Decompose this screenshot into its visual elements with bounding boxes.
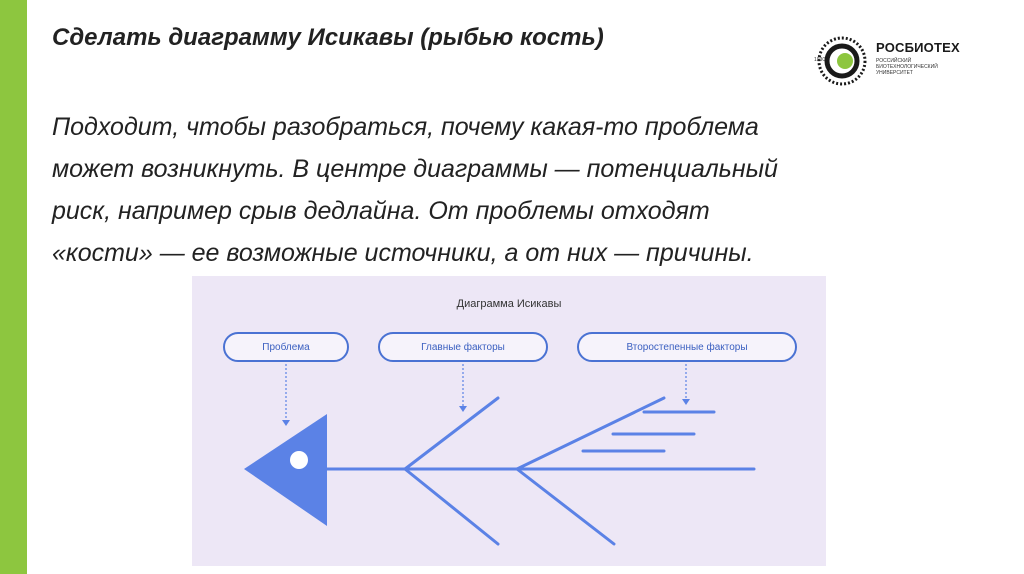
diagram-title: Диаграмма Исикавы	[456, 298, 562, 310]
main-bone	[517, 469, 614, 544]
body-line: «кости» — ее возможные источники, а от них — причины.	[52, 239, 754, 267]
fishbone-graphic	[192, 276, 826, 566]
accent-bar	[0, 0, 27, 574]
label-problem: Проблема	[223, 332, 349, 362]
slide-title: Сделать диаграмму Исикавы (рыбью кость)	[52, 24, 604, 51]
logo-subtitle-line: УНИВЕРСИТЕТ	[876, 70, 913, 76]
label-main-factors: Главные факторы	[378, 332, 548, 362]
ishikawa-diagram	[192, 276, 826, 566]
main-bone	[405, 469, 498, 544]
body-line: может возникнуть. В центре диаграммы — потенциальный	[52, 155, 778, 183]
logo-year: 1930	[814, 57, 826, 63]
logo-name: РОСБИОТЕХ	[876, 40, 960, 55]
fish-eye	[290, 451, 308, 469]
body-line: риск, например срыв дедлайна. От проблемы отходят	[52, 197, 710, 225]
logo-subtitle-line: РОССИЙСКИЙ	[876, 58, 912, 64]
fish-head	[244, 414, 327, 526]
main-bone	[405, 398, 498, 469]
label-secondary-factors: Второстепенные факторы	[577, 332, 797, 362]
body-line: Подходит, чтобы разобраться, почему какая-то проблема	[52, 113, 759, 141]
logo-subtitle	[876, 58, 966, 76]
logo-subtitle-line: БИОТЕХНОЛОГИЧЕСКИЙ	[876, 64, 938, 70]
university-logo	[814, 33, 1004, 89]
body-text	[52, 106, 982, 274]
